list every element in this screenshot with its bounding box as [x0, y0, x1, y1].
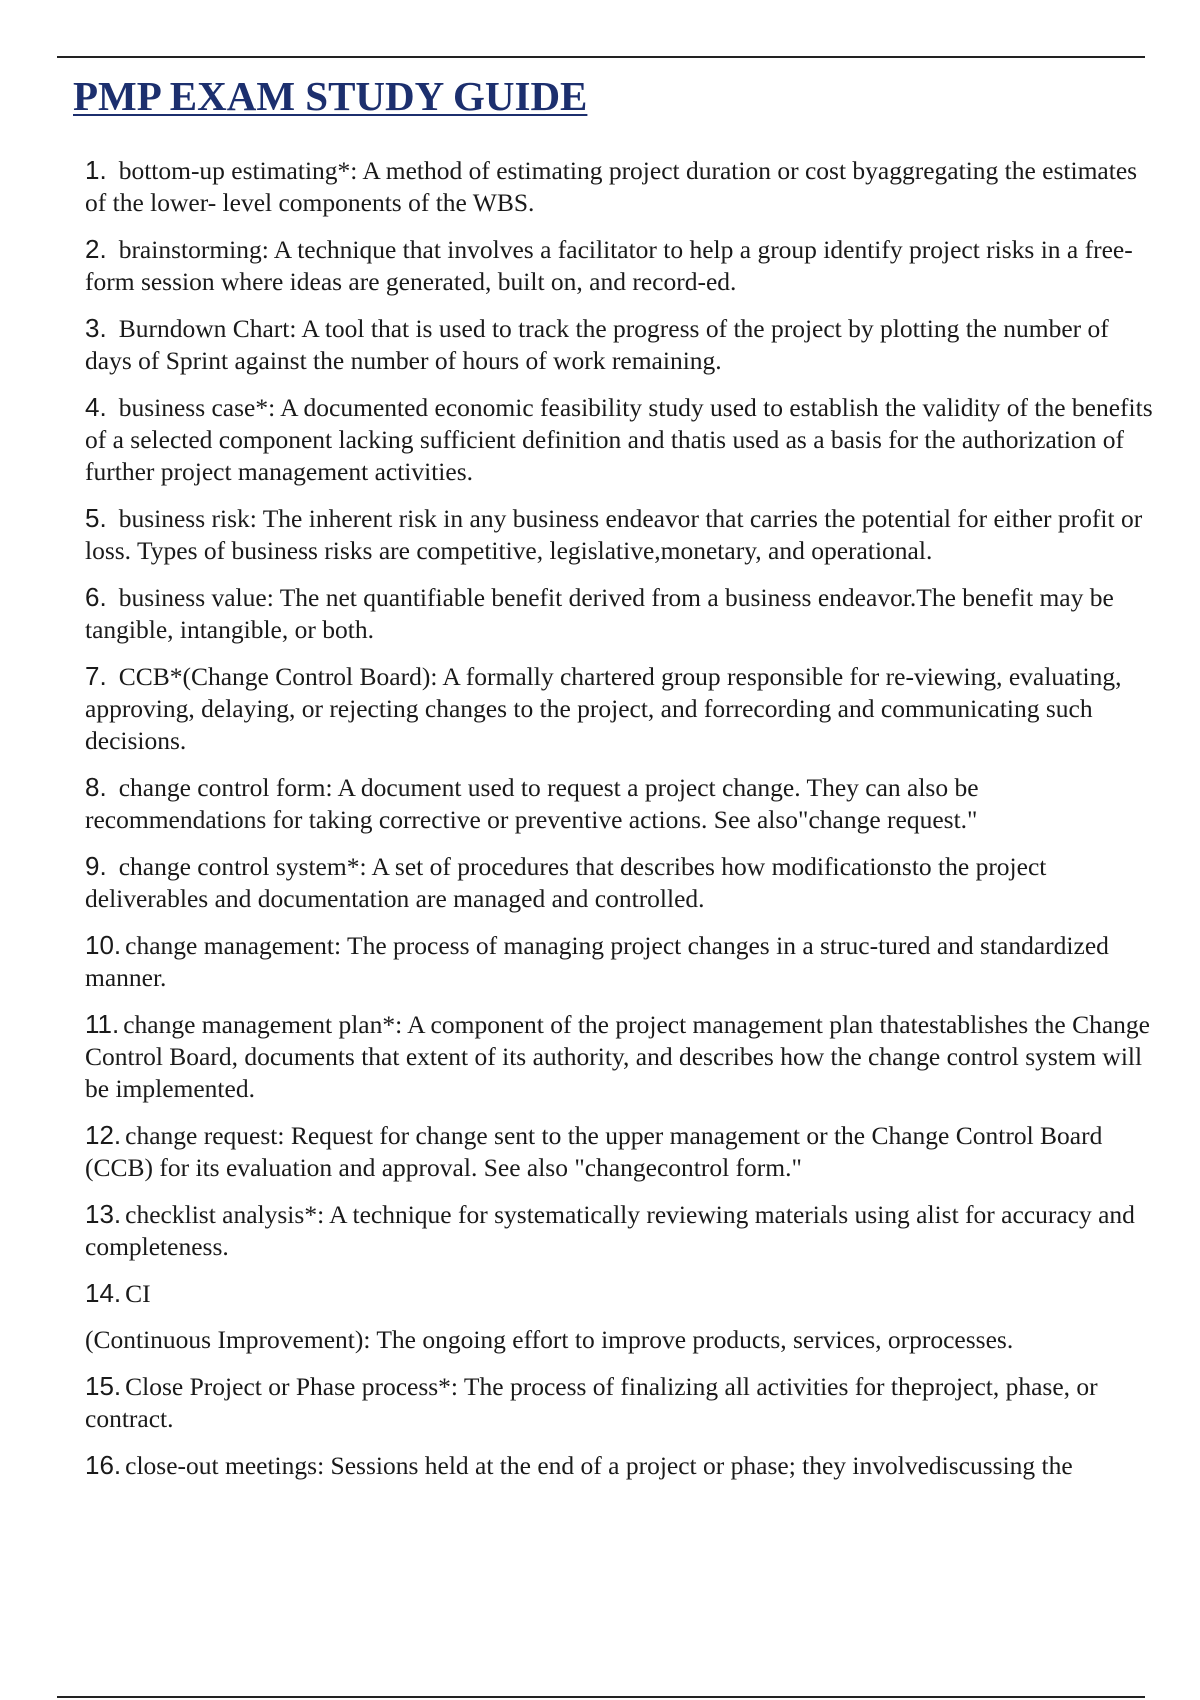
item-text: change request: Request for change sent to the upper management or the Change Control Board (CCB) for its evaluation and approval. See also "changecontrol form.": [85, 1121, 1103, 1182]
list-item: [85, 233, 1160, 298]
item-number: 13.: [85, 1199, 122, 1229]
item-number: 16.: [85, 1450, 122, 1480]
list-item: [85, 1277, 1160, 1356]
list-item: [85, 581, 1160, 646]
page-title: PMP EXAM STUDY GUIDE: [73, 73, 588, 119]
list-item: [85, 771, 1160, 836]
list-item: [85, 312, 1160, 377]
item-text: CCB*(Change Control Board): A formally chartered group responsible for re-viewing, evaluating, approving, delaying, or rejecting changes to the project, and forrecording and communicating such decisions.: [85, 662, 1122, 755]
list-item: [85, 929, 1160, 994]
top-rule: [57, 56, 1145, 58]
list-item: [85, 850, 1160, 915]
item-text: change control system*: A set of procedures that describes how modificationsto the project deliverables and documentation are managed and controlled.: [85, 852, 1047, 913]
list-item: [85, 502, 1160, 567]
item-number: 12.: [85, 1120, 122, 1150]
item-number: 5.: [85, 503, 107, 533]
item-text: Burndown Chart: A tool that is used to track the progress of the project by plotting the number of days of Sprint against the number of hours of work remaining.: [85, 314, 1109, 375]
item-text: change management plan*: A component of the project management plan thatestablishes the Change Control Board, documents that extent of its authority, and describes how the change control system will be implemented.: [85, 1010, 1150, 1103]
item-text: change control form: A document used to request a project change. They can also be recommendations for taking corrective or preventive actions. See also"change request.": [85, 773, 979, 834]
item-number: 15.: [85, 1371, 122, 1401]
list-item: [85, 1008, 1160, 1105]
list-item: [85, 660, 1160, 757]
item-text: business case*: A documented economic feasibility study used to establish the validity of the benefits of a selected component lacking sufficient definition and thatis used as a basis for the authorization of further project management activities.: [85, 393, 1153, 486]
glossary-list: [85, 154, 1160, 1496]
item-number: 3.: [85, 313, 107, 343]
item-continuation: (Continuous Improvement): The ongoing effort to improve products, services, orprocesses.: [85, 1325, 1014, 1354]
item-text: bottom-up estimating*: A method of estimating project duration or cost byaggregating the estimates of the lower- level components of the WBS.: [85, 156, 1138, 217]
item-number: 10.: [85, 930, 122, 960]
list-item: [85, 1198, 1160, 1263]
item-text: checklist analysis*: A technique for systematically reviewing materials using alist for accuracy and completeness.: [85, 1200, 1135, 1261]
item-number: 1.: [85, 155, 107, 185]
item-text: brainstorming: A technique that involves a facilitator to help a group identify project risks in a free-form session where ideas are generated, built on, and record-ed.: [85, 235, 1133, 296]
item-text: close-out meetings: Sessions held at the end of a project or phase; they involvediscussing the: [125, 1451, 1073, 1480]
item-text: change management: The process of managing project changes in a struc-tured and standardized manner.: [85, 931, 1109, 992]
list-item: [85, 1370, 1160, 1435]
item-number: 14.: [85, 1278, 122, 1308]
item-text: business value: The net quantifiable benefit derived from a business endeavor.The benefit may be tangible, intangible, or both.: [85, 583, 1114, 644]
item-text: Close Project or Phase process*: The process of finalizing all activities for theproject, phase, or contract.: [85, 1372, 1098, 1433]
item-number: 11.: [85, 1009, 120, 1039]
item-text: business risk: The inherent risk in any business endeavor that carries the potential for either profit or loss. Types of business risks are competitive, legislative,monetary, and operational.: [85, 504, 1143, 565]
item-number: 4.: [85, 392, 107, 422]
item-number: 8.: [85, 772, 107, 802]
item-number: 9.: [85, 851, 107, 881]
item-number: 6.: [85, 582, 107, 612]
bottom-rule: [57, 1696, 1145, 1698]
list-item: [85, 1119, 1160, 1184]
item-number: 2.: [85, 234, 107, 264]
list-item: [85, 154, 1160, 219]
list-item: [85, 391, 1160, 488]
list-item: [85, 1449, 1160, 1482]
item-text: CI: [125, 1279, 151, 1308]
item-number: 7.: [85, 661, 107, 691]
